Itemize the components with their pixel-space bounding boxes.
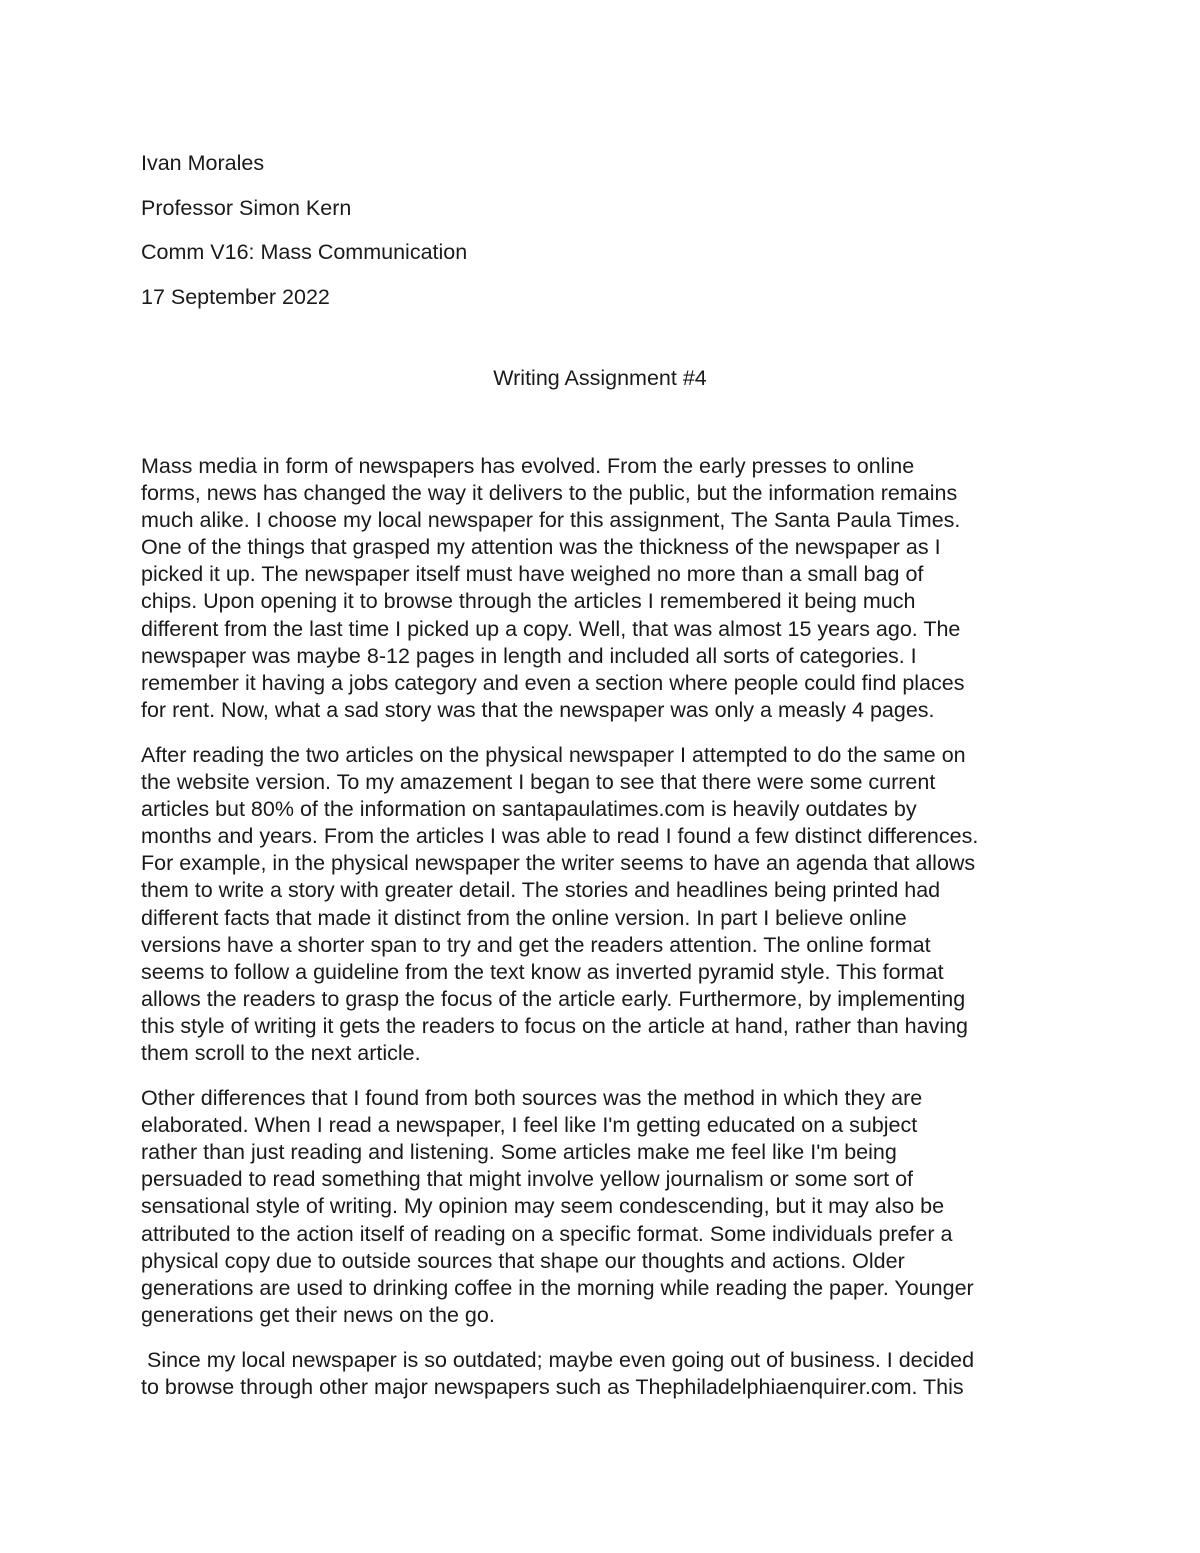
paragraph-4 [141,1347,1071,1401]
text-line: Since my local newspaper is so outdated; maybe even going out of business. I decided [141,1347,975,1372]
text-line: allows the readers to grasp the focus of the article early. Furthermore, by implementing [141,986,966,1011]
text-line: physical copy due to outside sources that shape our thoughts and actions. Older [141,1248,905,1273]
text-line: generations are used to drinking coffee in the morning while reading the paper. Younger [141,1275,974,1300]
paragraph-2 [141,742,1071,1067]
course-name: Comm V16: Mass Communication [141,240,468,264]
text-line: For example, in the physical newspaper the writer seems to have an agenda that allows [141,851,976,876]
text-line: this style of writing it gets the readers to focus on the article at hand, rather than having [141,1013,969,1038]
text-line: for rent. Now, what a sad story was that the newspaper was only a measly 4 pages. [141,697,935,722]
text-line: versions have a shorter span to try and get the readers attention. The online format [141,932,931,957]
text-line: seems to follow a guideline from the text know as inverted pyramid style. This format [141,959,944,984]
text-line: newspaper was maybe 8-12 pages in length and included all sorts of categories. I [141,643,917,668]
text-line: Other differences that I found from both sources was the method in which they are [141,1086,923,1111]
document-date: 17 September 2022 [141,284,330,309]
text-line: different from the last time I picked up a copy. Well, that was almost 15 years ago. The [141,616,961,641]
text-line: forms, news has changed the way it delivers to the public, but the information remains [141,481,958,506]
document-body [141,453,1071,1419]
text-line: them to write a story with greater detail. The stories and headlines being printed had [141,878,941,903]
professor-name: Professor Simon Kern [141,195,352,220]
text-line: to browse through other major newspapers such as Thephiladelphiaenquirer.com. This [141,1375,964,1399]
text-line: chips. Upon opening it to browse through the articles I remembered it being much [141,589,916,614]
text-line: persuaded to read something that might involve yellow journalism or some sort of [141,1167,913,1192]
text-line: rather than just reading and listening. Some articles make me feel like I'm being [141,1140,897,1165]
text-line: One of the things that grasped my attention was the thickness of the newspaper as I [141,535,941,560]
text-line: picked it up. The newspaper itself must have weighed no more than a small bag of [141,562,924,587]
text-line: attributed to the action itself of reading on a specific format. Some individuals prefer a [141,1221,953,1246]
student-name: Ivan Morales [141,151,265,175]
text-line: much alike. I choose my local newspaper for this assignment, The Santa Paula Times. [141,508,961,533]
text-line: articles but 80% of the information on santapaulatimes.com is heavily outdates by [141,797,917,822]
text-line: sensational style of writing. My opinion may seem condescending, but it may also be [141,1194,945,1219]
text-line: the website version. To my amazement I began to see that there were some current [141,770,936,795]
text-line: generations get their news on the go. [141,1302,495,1327]
text-line: Mass media in form of newspapers has evolved. From the early presses to online [141,454,915,478]
text-line: elaborated. When I read a newspaper, I feel like I'm getting educated on a subject [141,1113,918,1138]
paragraph-3 [141,1085,1071,1329]
text-line: remember it having a jobs category and even a section where people could find places [141,670,965,695]
document-title: Writing Assignment #4 [493,366,707,390]
text-line: months and years. From the articles I was able to read I found a few distinct differences. [141,824,979,849]
text-line: them scroll to the next article. [141,1040,421,1065]
header-block [141,141,1061,319]
paragraph-1 [141,453,1071,724]
text-line: different facts that made it distinct from the online version. In part I believe online [141,905,907,930]
text-line: After reading the two articles on the physical newspaper I attempted to do the same on [141,742,966,767]
